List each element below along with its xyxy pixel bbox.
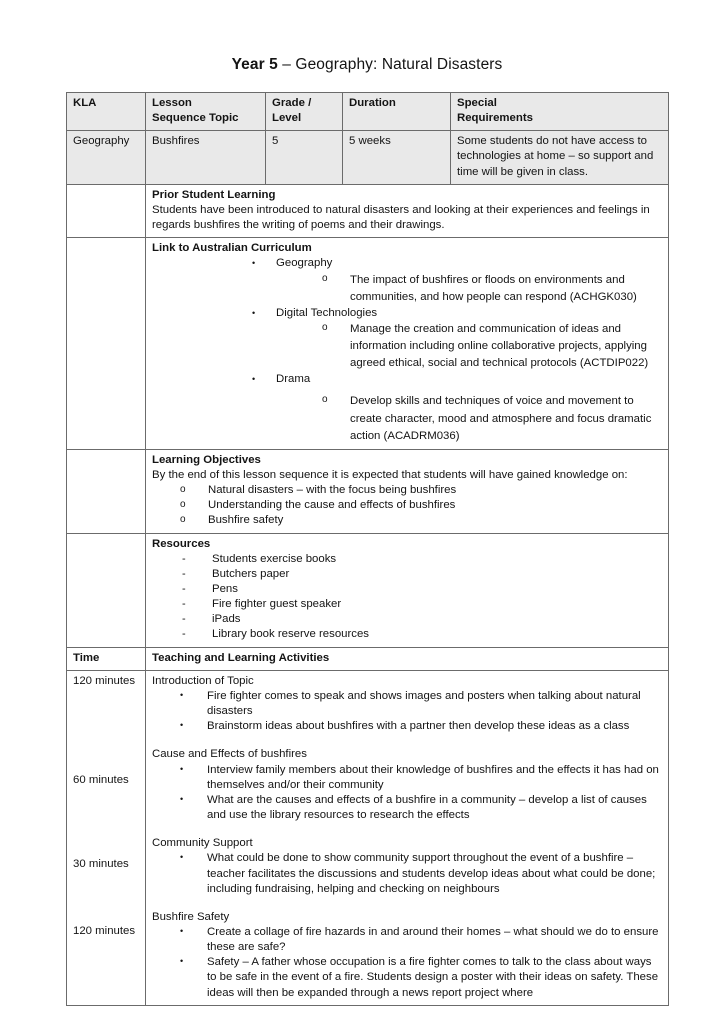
table-row-objectives: [67, 449, 669, 533]
grade-line1: Grade /: [272, 97, 312, 109]
curriculum-sublist: [276, 272, 663, 306]
circle-bullet-icon: o: [180, 484, 186, 496]
activity-group: [152, 910, 663, 1001]
special-req-line1: Special: [457, 97, 497, 109]
objective-text: Understanding the cause and effects of bushfires: [208, 499, 456, 512]
curriculum-subitem: [322, 393, 663, 444]
activity-bullet-list: [152, 763, 663, 824]
activity-text: Create a collage of fire hazards in and around their homes – what should we do to ensure these are safe?: [207, 925, 659, 954]
activity-bullet-list: [152, 851, 663, 896]
lesson-topic-line1: Lesson: [152, 97, 192, 109]
grade-line2: Level: [272, 112, 302, 125]
resource-text: iPads: [212, 613, 241, 626]
cell-duration-value: 5 weeks: [343, 131, 451, 184]
activity-bullet: [180, 719, 663, 734]
table-header-row: [67, 93, 669, 131]
table-row-curriculum: [67, 238, 669, 450]
table-row-activities: [67, 670, 669, 1005]
resources-list: [152, 552, 663, 643]
activity-heading: Community Support: [152, 837, 253, 850]
spacer: [152, 897, 663, 910]
curriculum-subitem: [322, 272, 663, 306]
dash-bullet-icon: -: [182, 613, 186, 626]
bullet-icon: •: [180, 793, 184, 804]
objective-item: [180, 513, 663, 528]
curriculum-heading: Link to Australian Curriculum: [152, 242, 312, 255]
resource-item: [182, 612, 663, 627]
bullet-icon: •: [180, 925, 184, 936]
page-title-year: Year 5: [231, 56, 278, 73]
activity-heading: Introduction of Topic: [152, 674, 254, 687]
column-header-duration: Duration: [343, 93, 451, 131]
curriculum-item-label: Digital Technologies: [276, 306, 378, 319]
curriculum-subitem-text: Develop skills and techniques of voice and movement to create character, mood and atmosphere and focus dramatic action (ACADRM036): [350, 395, 652, 442]
bullet-icon: •: [180, 720, 184, 731]
cell-link-to-curriculum: [146, 238, 669, 450]
spacer: [152, 734, 663, 747]
cell-lesson-value: Bushfires: [146, 131, 266, 184]
cell-empty-curriculum: [67, 238, 146, 450]
curriculum-item-label: Geography: [276, 257, 333, 270]
curriculum-subitem-text: Manage the creation and communication of ideas and information including online collaborative projects, applying agreed ethical, social and technical protocols (ACTDIP022): [350, 322, 649, 370]
table-row-prior-learning: [67, 184, 669, 237]
curriculum-item: [252, 256, 663, 305]
activity-text: Fire fighter comes to speak and shows images and posters when talking about natural disasters: [207, 689, 641, 718]
circle-bullet-icon: o: [180, 499, 186, 511]
page-title: [66, 56, 668, 74]
bullet-icon: •: [180, 689, 184, 700]
activity-group: [152, 674, 663, 735]
cell-empty-objectives: [67, 449, 146, 533]
dash-bullet-icon: -: [182, 598, 186, 611]
cell-resources: [146, 533, 669, 647]
spacer: [152, 823, 663, 836]
activity-bullet: [180, 689, 663, 719]
resource-text: Students exercise books: [212, 552, 337, 565]
activity-bullet: [180, 763, 663, 793]
resources-heading: Resources: [152, 537, 211, 550]
curriculum-sublist: [276, 321, 663, 372]
column-header-grade: [266, 93, 343, 131]
activity-heading: Bushfire Safety: [152, 910, 230, 923]
bullet-icon: •: [252, 374, 256, 385]
activity-bullet: [180, 925, 663, 955]
circle-bullet-icon: o: [322, 321, 328, 333]
column-header-lesson-topic: [146, 93, 266, 131]
activity-text: Safety – A father whose occupation is a fire fighter comes to talk to the class about ways to be safe in the event of a fire. Students design a poster with their ideas on safety. These ideas will then be expanded through a news report project where: [207, 956, 659, 999]
cell-teaching-activities: [146, 670, 669, 1005]
cell-grade-value: 5: [266, 131, 343, 184]
dash-bullet-icon: -: [182, 628, 186, 641]
table-info-row: [67, 131, 669, 184]
lesson-topic-line2: Sequence Topic: [152, 112, 239, 125]
objective-item: [180, 498, 663, 513]
curriculum-item: [252, 372, 663, 444]
cell-kla-value: Geography: [67, 131, 146, 184]
circle-bullet-icon: o: [180, 514, 186, 526]
prior-learning-heading: Prior Student Learning: [152, 188, 276, 201]
objectives-list: [152, 483, 663, 528]
resource-text: Fire fighter guest speaker: [212, 598, 342, 611]
column-header-time: Time: [67, 647, 146, 670]
activity-text: Interview family members about their knowledge of bushfires and the effects it has had on themselves and/or their community: [207, 763, 659, 791]
activity-bullet: [180, 793, 663, 823]
activity-text: What could be done to show community support throughout the event of a bushfire – teacher facilitates the discussions and students develop ideas about what could be done; including fundraising, helping and checking on neighbours: [207, 852, 656, 895]
curriculum-subitem: [322, 321, 663, 372]
circle-bullet-icon: o: [322, 272, 328, 284]
cell-time-values: [67, 670, 146, 1005]
curriculum-item: [252, 306, 663, 372]
bullet-icon: •: [252, 307, 256, 318]
cell-empty-resources: [67, 533, 146, 647]
cell-special-requirements-value: Some students do not have access to technologies at home – so support and time will be given in class.: [451, 131, 669, 184]
activity-bullet-list: [152, 689, 663, 734]
special-req-line2: Requirements: [457, 112, 533, 125]
activity-heading: Cause and Effects of bushfires: [152, 748, 307, 761]
time-value: 120 minutes: [73, 674, 136, 687]
lesson-plan-table: [66, 92, 669, 1006]
resource-text: Pens: [212, 583, 238, 595]
bullet-icon: •: [180, 852, 184, 863]
activity-group: [152, 836, 663, 897]
resource-text: Library book reserve resources: [212, 628, 370, 641]
activity-text: Brainstorm ideas about bushfires with a partner then develop these ideas as a class: [207, 720, 630, 733]
dash-bullet-icon: -: [182, 552, 186, 565]
column-header-activities: Teaching and Learning Activities: [146, 647, 669, 670]
curriculum-item-label: Drama: [276, 373, 311, 386]
objective-text: Bushfire safety: [208, 514, 284, 527]
curriculum-subitem-text: The impact of bushfires or floods on environments and communities, and how people can respond (ACHGK030): [350, 273, 637, 303]
cell-empty-prior: [67, 184, 146, 237]
bullet-icon: •: [252, 258, 256, 269]
column-header-kla: KLA: [67, 93, 146, 131]
resource-text: Butchers paper: [212, 567, 290, 580]
cell-prior-student-learning: [146, 184, 669, 237]
column-header-special-requirements: [451, 93, 669, 131]
time-value: 120 minutes: [73, 924, 136, 937]
dash-bullet-icon: -: [182, 567, 186, 580]
time-value: 60 minutes: [73, 773, 129, 786]
page-title-subject: – Geography: Natural Disasters: [277, 56, 503, 73]
objectives-intro: By the end of this lesson sequence it is expected that students will have gained knowledge on:: [152, 468, 628, 481]
cell-learning-objectives: [146, 449, 669, 533]
prior-learning-body: Students have been introduced to natural disasters and looking at their experiences and feelings in regards bushfires the writing of poems and their drawings.: [152, 203, 650, 232]
objective-item: [180, 483, 663, 498]
bullet-icon: •: [180, 763, 184, 774]
table-row-activities-header: [67, 647, 669, 670]
objectives-heading: Learning Objectives: [152, 453, 261, 466]
activity-bullet: [180, 851, 663, 896]
resource-item: [182, 597, 663, 612]
time-value: 30 minutes: [73, 857, 129, 870]
table-row-resources: [67, 533, 669, 647]
activity-text: What are the causes and effects of a bushfire in a community – develop a list of causes and use the library resources to research the effects: [207, 793, 647, 822]
curriculum-list: [152, 256, 663, 444]
activity-bullet: [180, 955, 663, 1000]
bullet-icon: •: [180, 956, 184, 967]
resource-item: [182, 582, 663, 597]
objective-text: Natural disasters – with the focus being bushfires: [208, 484, 457, 497]
circle-bullet-icon: o: [322, 394, 328, 406]
curriculum-sublist: [276, 393, 663, 444]
resource-item: [182, 627, 663, 642]
activity-group: [152, 747, 663, 823]
resource-item: [182, 552, 663, 567]
dash-bullet-icon: -: [182, 583, 186, 595]
resource-item: [182, 567, 663, 582]
activity-bullet-list: [152, 925, 663, 1001]
